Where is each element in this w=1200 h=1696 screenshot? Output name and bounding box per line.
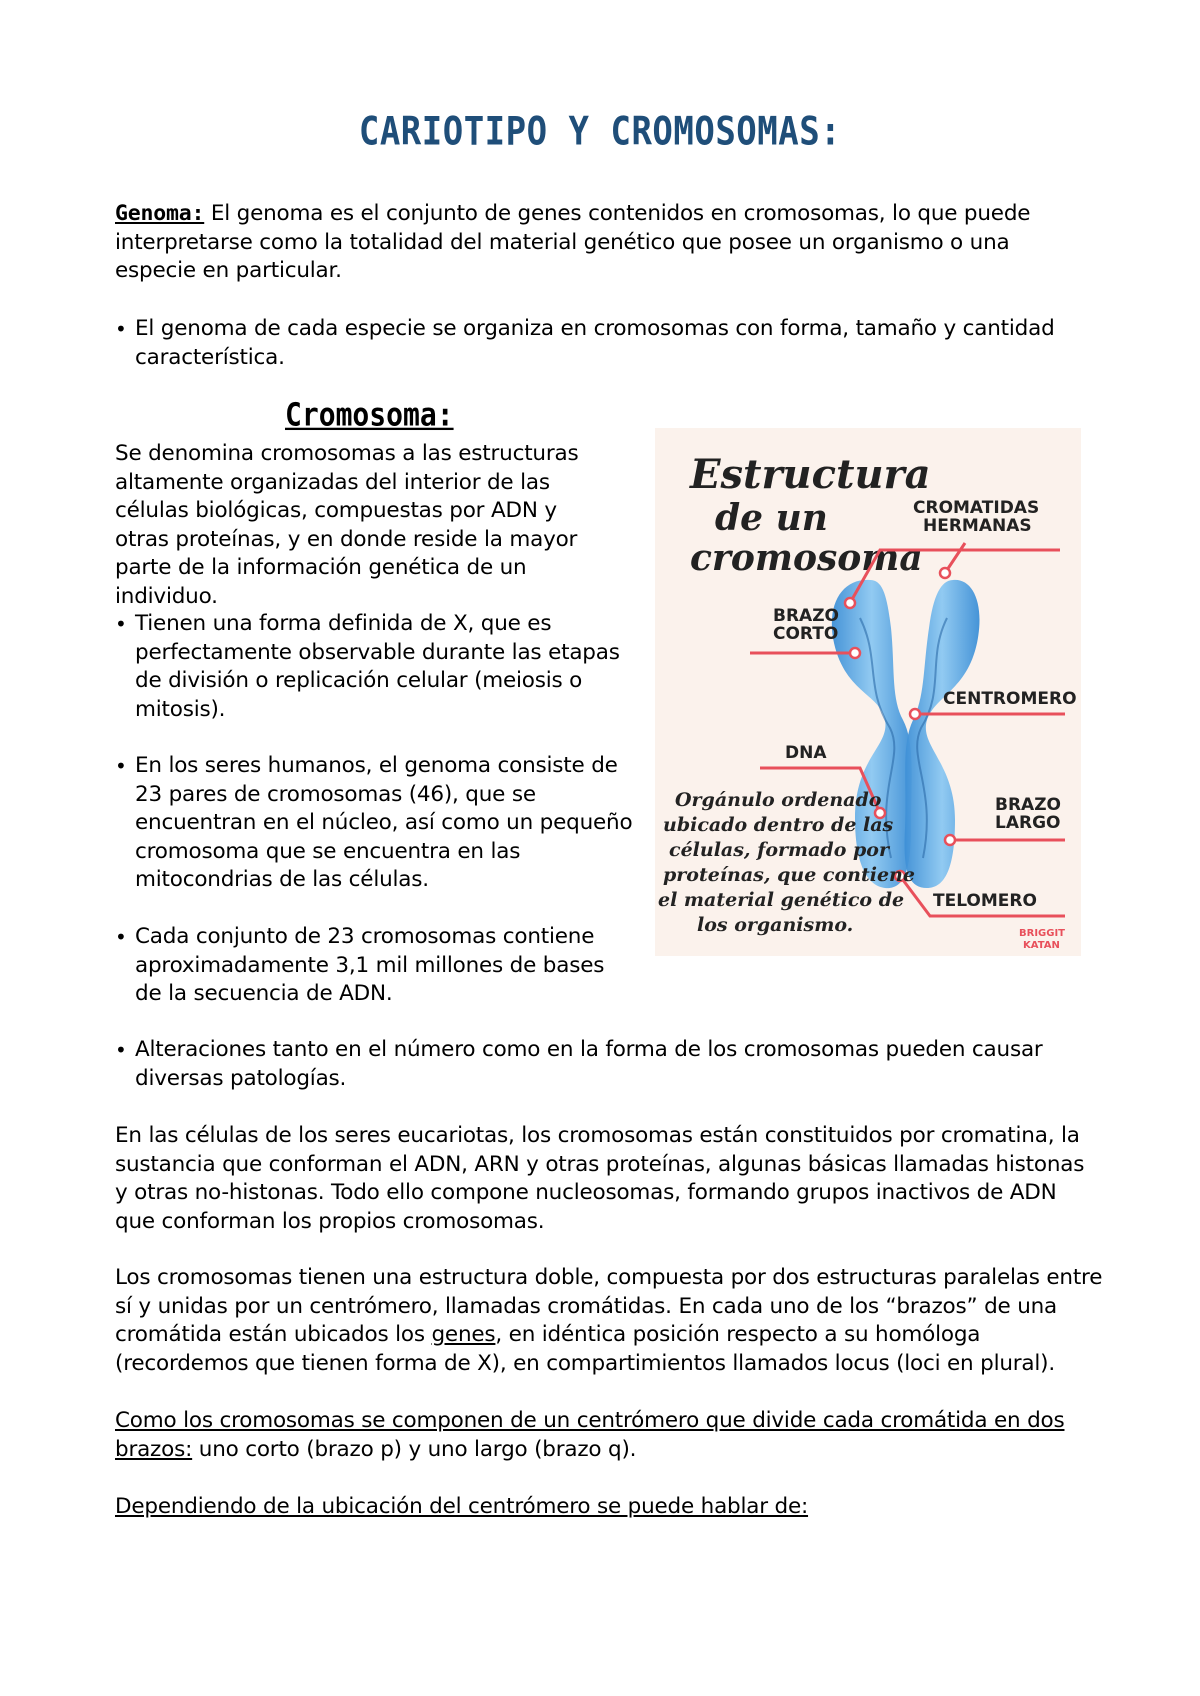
chromosome-diagram: [655, 428, 1081, 956]
cromosoma-heading: Cromosoma:: [285, 395, 454, 434]
genoma-text: El genoma es el conjunto de genes contenidos en cromosomas, lo que puede interpretarse como la totalidad del material genético que posee un organismo o una especie en particular.: [115, 201, 1031, 283]
bullet-genoma: [115, 315, 1090, 372]
bullet-seres-humanos: [115, 752, 635, 895]
credit-line-2: KATAN: [1023, 940, 1060, 951]
caption-line-5: el material genético de: [658, 889, 905, 911]
figure-title-line3: cromosoma: [690, 537, 923, 579]
label-brazo-corto-1: BRAZO: [773, 606, 839, 626]
label-cromatidas-2: HERMANAS: [923, 516, 1032, 536]
credit-line-1: BRIGGIT: [1019, 928, 1066, 939]
paragraph-estructura: [115, 1264, 1105, 1378]
label-centromero: CENTROMERO: [943, 689, 1077, 709]
genes-link[interactable]: genes: [431, 1322, 496, 1347]
paragraph-estructura-after: , en idéntica posición respecto a su homóloga (recordemos que tienen forma de X), en compartimientos llamados locus (loci en plural).: [115, 1322, 1055, 1376]
bullet-dot-icon: •: [115, 754, 127, 778]
label-brazo-corto-2: CORTO: [773, 624, 839, 644]
bullet-dot-icon: •: [115, 925, 127, 949]
bullet-forma-x: [115, 610, 635, 724]
bullet-genoma-text: El genoma de cada especie se organiza en cromosomas con forma, tamaño y cantidad característica.: [135, 316, 1055, 370]
caption-line-4: proteínas, que contiene: [663, 864, 915, 886]
bullet-conjunto-23: [115, 923, 615, 1009]
chromosome-figure: [655, 428, 1081, 956]
bullet-alteraciones-text: Alteraciones tanto en el número como en la forma de los cromosomas pueden causar diversas patologías.: [135, 1037, 1043, 1091]
cromosoma-definition: Se denomina cromosomas a las estructuras altamente organizadas del interior de las células biológicas, compuestas por ADN y otras proteínas, y en donde reside la mayor parte de la información genética de un individuo.: [115, 441, 579, 609]
paragraph-eucariotas: En las células de los seres eucariotas, los cromosomas están constituidos por cromatina, la sustancia que conforman el ADN, ARN y otras proteínas, algunas básicas llamadas histonas y otras no-histonas. Todo ello compone nucleosomas, formando grupos inactivos de ADN que conforman los propios cromosomas.: [115, 1123, 1085, 1234]
page-title: CARIOTIPO Y CROMOSOMAS:: [358, 109, 842, 155]
paragraph-brazos: [115, 1407, 1095, 1464]
genoma-label: Genoma:: [115, 201, 205, 226]
bullet-alteraciones: [115, 1036, 1095, 1093]
bullet-dot-icon: •: [115, 1038, 127, 1062]
paragraph-centromero: Dependiendo de la ubicación del centrómero se puede hablar de:: [115, 1494, 809, 1519]
bullet-forma-x-text: Tienen una forma definida de X, que es perfectamente observable durante las etapas de división o replicación celular (meiosis o mitosis).: [135, 611, 620, 722]
genoma-paragraph: [115, 200, 1095, 286]
caption-line-6: los organismo.: [697, 914, 854, 936]
caption-line-3: células, formado por: [669, 839, 889, 861]
paragraph-brazos-rest: uno corto (brazo p) y uno largo (brazo q).: [192, 1436, 637, 1462]
paragraph-brazos-underlined: Como los cromosomas se componen de un centrómero que divide cada cromátida en dos brazos:: [115, 1408, 1065, 1462]
bullet-dot-icon: •: [115, 612, 127, 636]
label-brazo-largo-2: LARGO: [995, 813, 1061, 833]
label-cromatidas-1: CROMATIDAS: [913, 498, 1040, 518]
bullet-dot-icon: •: [115, 317, 127, 341]
bullet-conjunto-23-text: Cada conjunto de 23 cromosomas contiene aproximadamente 3,1 mil millones de bases de la secuencia de ADN.: [135, 924, 605, 1006]
caption-line-1: Orgánulo ordenado: [675, 789, 882, 811]
label-dna: DNA: [785, 743, 827, 763]
caption-line-2: ubicado dentro de las: [663, 814, 894, 836]
label-telomero: TELOMERO: [933, 891, 1037, 911]
figure-title-line1: Estructura: [690, 451, 931, 498]
bullet-seres-humanos-text: En los seres humanos, el genoma consiste de 23 pares de cromosomas (46), que se encuentran en el núcleo, así como un pequeño cromosoma que se encuentra en las mitocondrias de las células.: [135, 753, 633, 892]
label-brazo-largo-1: BRAZO: [995, 795, 1061, 815]
figure-title-line2: de un: [715, 497, 828, 539]
paragraph-estructura-before: Los cromosomas tienen una estructura doble, compuesta por dos estructuras paralelas entre sí y unidas por un centrómero, llamadas cromátidas. En cada uno de los “brazos” de una cromátida están ubicados los: [115, 1265, 1103, 1347]
